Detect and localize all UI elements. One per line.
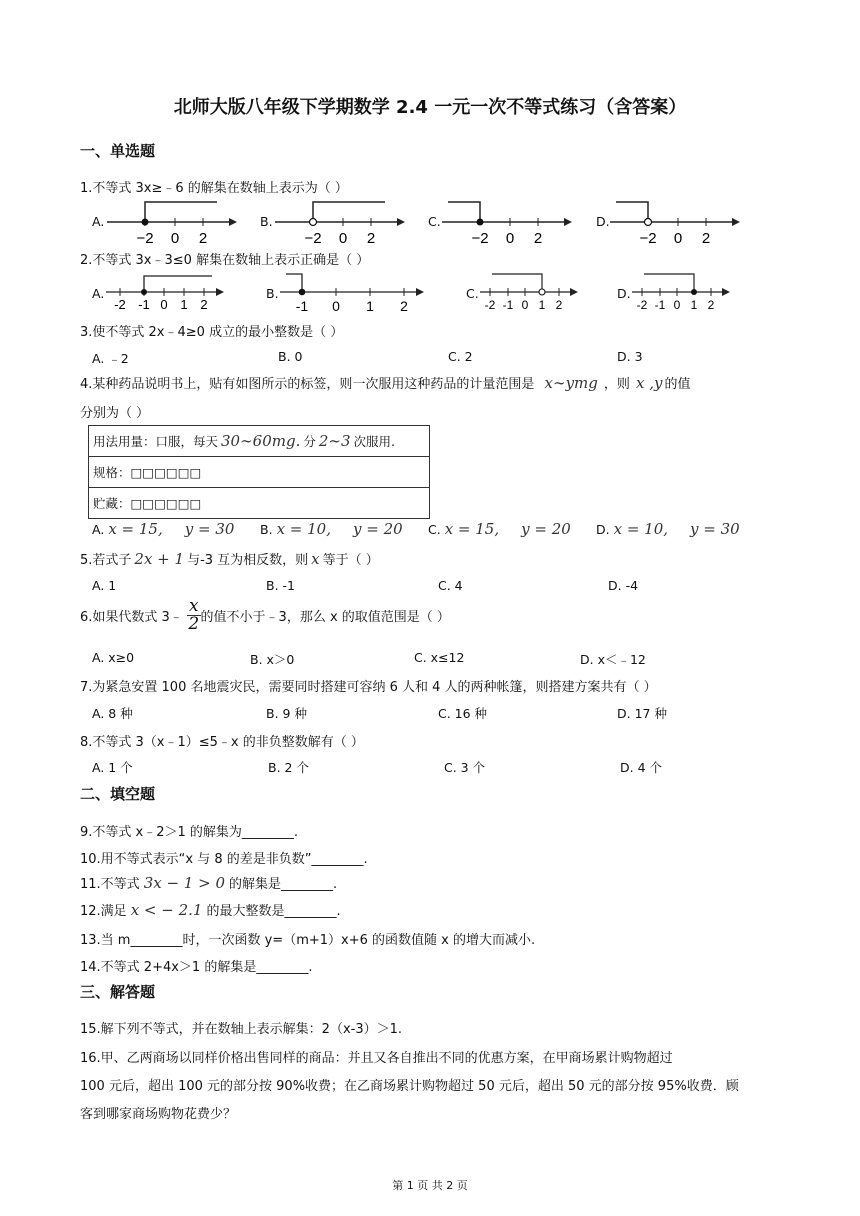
q7-option-c: C. 16 种: [438, 706, 488, 721]
tick-label: 0: [673, 230, 683, 246]
question-10: 10.用不等式表示“x 与 8 的差是非负数”________.: [80, 852, 368, 867]
medicine-label-table: [88, 425, 430, 519]
tick-label: 2: [555, 298, 563, 312]
q11-expr: 3x − 1 > 0: [143, 874, 225, 892]
q1-option-b-label: B.: [260, 214, 273, 229]
q2-option-a-label: A.: [92, 286, 105, 301]
tick-label: -2: [636, 298, 648, 312]
q1-option-c-label: C.: [428, 214, 441, 229]
q5-option-d: D. -4: [608, 578, 639, 593]
tick-label: 0: [505, 230, 515, 246]
tick-label: 2: [200, 297, 208, 312]
question-7-stem: 7.为紧急安置 100 名地震灾民，需要同时搭建可容纳 6 人和 4 人的两种帐篷，则搭建方案共有（ ）: [80, 680, 657, 695]
q6-option-b: B. x＞0: [250, 652, 295, 667]
tick-label: 1: [538, 298, 546, 312]
tick-label: -1: [502, 298, 514, 312]
tick-label: -1: [654, 298, 666, 312]
question-5-stem: 5.若式子 2x + 1 与-3 互为相反数，则 x 等于（ ）: [80, 550, 379, 568]
q7-option-a: A. 8 种: [92, 706, 133, 721]
tick-label: 0: [521, 298, 529, 312]
question-15: 15.解下列不等式，并在数轴上表示解集：2（x-3）＞1.: [80, 1022, 403, 1037]
q3-option-b: B. 0: [278, 349, 303, 364]
q5-expr: 2x + 1: [134, 550, 185, 568]
question-2-stem: 2.不等式 3x﹣3≤0 解集在数轴上表示正确是（ ）: [80, 253, 370, 268]
question-8-stem: 8.不等式 3（x﹣1）≤5﹣x 的非负整数解有（ ）: [80, 735, 364, 750]
tick-label: 1: [366, 298, 374, 314]
tick-label: 2: [701, 230, 711, 246]
dosage-range: 30∼60mg.: [221, 432, 301, 450]
question-9: 9.不等式 x﹣2＞1 的解集为________.: [80, 825, 299, 840]
tick-label: −2: [639, 230, 657, 246]
tick-label: -2: [484, 298, 496, 312]
q8-option-d: D. 4 个: [620, 760, 662, 775]
page-footer: 第 1 页 共 2 页: [392, 1179, 468, 1192]
q7-option-b: B. 9 种: [266, 706, 307, 721]
q6-option-c: C. x≤12: [414, 650, 465, 665]
q8-option-c: C. 3 个: [444, 760, 486, 775]
q7-option-d: D. 17 种: [617, 706, 667, 721]
q5-var: x: [311, 550, 320, 568]
q5-option-a: A. 1: [92, 578, 117, 593]
tick-label: -2: [114, 297, 126, 312]
q1-number-line-a: [105, 198, 240, 246]
tick-label: 0: [332, 298, 340, 314]
section-heading-fill-blank: 二、填空题: [80, 785, 156, 803]
q1-number-line-c: [440, 198, 575, 246]
label-dosage-row: 用法用量：口服，每天 30∼60mg. 分 2∼3 次服用.: [89, 426, 430, 457]
page-title: 北师大版八年级下学期数学 2.4 一元一次不等式练习（含答案）: [173, 97, 687, 118]
q2-option-d-label: D.: [617, 286, 631, 301]
q6-option-d: D. x＜﹣12: [580, 652, 646, 667]
tick-label: -1: [138, 297, 150, 312]
tick-label: 2: [198, 230, 208, 246]
q8-option-b: B. 2 个: [268, 760, 309, 775]
q4-option-a: A. x = 15, y = 30: [92, 520, 235, 538]
tick-label: −2: [136, 230, 154, 246]
section-heading-single-choice: 一、单选题: [80, 142, 156, 160]
tick-label: 2: [366, 230, 376, 246]
question-3-stem: 3.使不等式 2x﹣4≥0 成立的最小整数是（ ）: [80, 325, 344, 340]
q5-option-b: B. -1: [266, 578, 295, 593]
q3-option-a: A. ﹣2: [92, 351, 129, 366]
q4-stem-text: 4.某种药品说明书上，贴有如图所示的标签，则一次服用这种药品的计量范围是: [80, 377, 535, 392]
q6-fraction: $\frac{x}{2}$: [188, 596, 200, 634]
q4-stem-text-2: ，则: [603, 377, 630, 392]
question-11: 11.不等式 3x − 1 > 0 的解集是________.: [80, 874, 338, 892]
q4-stem-text-3: 的值: [664, 377, 691, 392]
q4-option-c: C. x = 15, y = 20: [428, 520, 571, 538]
q2-option-b-label: B.: [266, 286, 279, 301]
q5-option-c: C. 4: [438, 578, 463, 593]
q1-option-a-label: A.: [92, 214, 105, 229]
q4-xy-expr: x ,y: [636, 374, 663, 392]
tick-label: 1: [690, 298, 698, 312]
q2-number-line-b: [278, 268, 428, 314]
q1-option-d-label: D.: [596, 214, 610, 229]
tick-label: −2: [304, 230, 322, 246]
tick-label: 2: [707, 298, 715, 312]
question-16-line2: 100 元后，超出 100 元的部分按 90%收费；在乙商场累计购物超过 50 元后，超出 50 元的部分按 95%收费．顾: [80, 1079, 739, 1094]
question-12: 12.满足 x < − 2.1 的最大整数是________.: [80, 901, 341, 919]
tick-label: 0: [338, 230, 348, 246]
q4-range-expr: x∼ymg: [544, 374, 598, 392]
q4-option-b: B. x = 10, y = 20: [260, 520, 403, 538]
tick-label: 2: [533, 230, 543, 246]
q12-expr: x < − 2.1: [130, 901, 203, 919]
q1-number-line-d: [608, 198, 743, 246]
question-4-stem-line2: 分别为（ ）: [80, 406, 150, 421]
tick-label: 0: [160, 297, 168, 312]
tick-label: 2: [400, 298, 408, 314]
times-range: 2∼3: [318, 432, 351, 450]
tick-label: 0: [673, 298, 681, 312]
section-heading-solve: 三、解答题: [80, 983, 156, 1001]
q2-number-line-a: [104, 270, 228, 312]
question-6-stem: 6.如果代数式 3﹣ $\frac{x}{2}$ 的值不小于﹣3，那么 x 的取值范围是（ ）: [80, 596, 450, 634]
q6-option-a: A. x≥0: [92, 650, 135, 665]
label-storage-row: 贮藏：□□□□□□: [89, 488, 430, 519]
q1-number-line-b: [273, 198, 408, 246]
tick-label: −2: [471, 230, 489, 246]
q2-option-c-label: C.: [466, 286, 479, 301]
question-16-line3: 客到哪家商场购物花费少？: [80, 1107, 237, 1122]
question-13: 13.当 m________时，一次函数 y=（m+1）x+6 的函数值随 x 的增大而减小.: [80, 933, 536, 948]
tick-label: 0: [170, 230, 180, 246]
tick-label: -1: [295, 298, 309, 314]
q2-number-line-c: [478, 270, 582, 312]
q4-option-d: D. x = 10, y = 30: [596, 520, 740, 538]
question-14: 14.不等式 2+4x＞1 的解集是________.: [80, 960, 313, 975]
q8-option-a: A. 1 个: [92, 760, 133, 775]
question-4-stem: [80, 373, 691, 392]
tick-label: 1: [180, 297, 188, 312]
question-16-line1: 16.甲、乙两商场以同样价格出售同样的商品：并且又各自推出不同的优惠方案，在甲商场累计购物超过: [80, 1051, 673, 1066]
q2-number-line-d: [630, 270, 734, 312]
q3-option-c: C. 2: [448, 349, 473, 364]
question-1-stem: 1.不等式 3x≥﹣6 的解集在数轴上表示为（ ）: [80, 181, 348, 196]
q3-option-d: D. 3: [617, 349, 643, 364]
label-spec-row: 规格：□□□□□□: [89, 457, 430, 488]
